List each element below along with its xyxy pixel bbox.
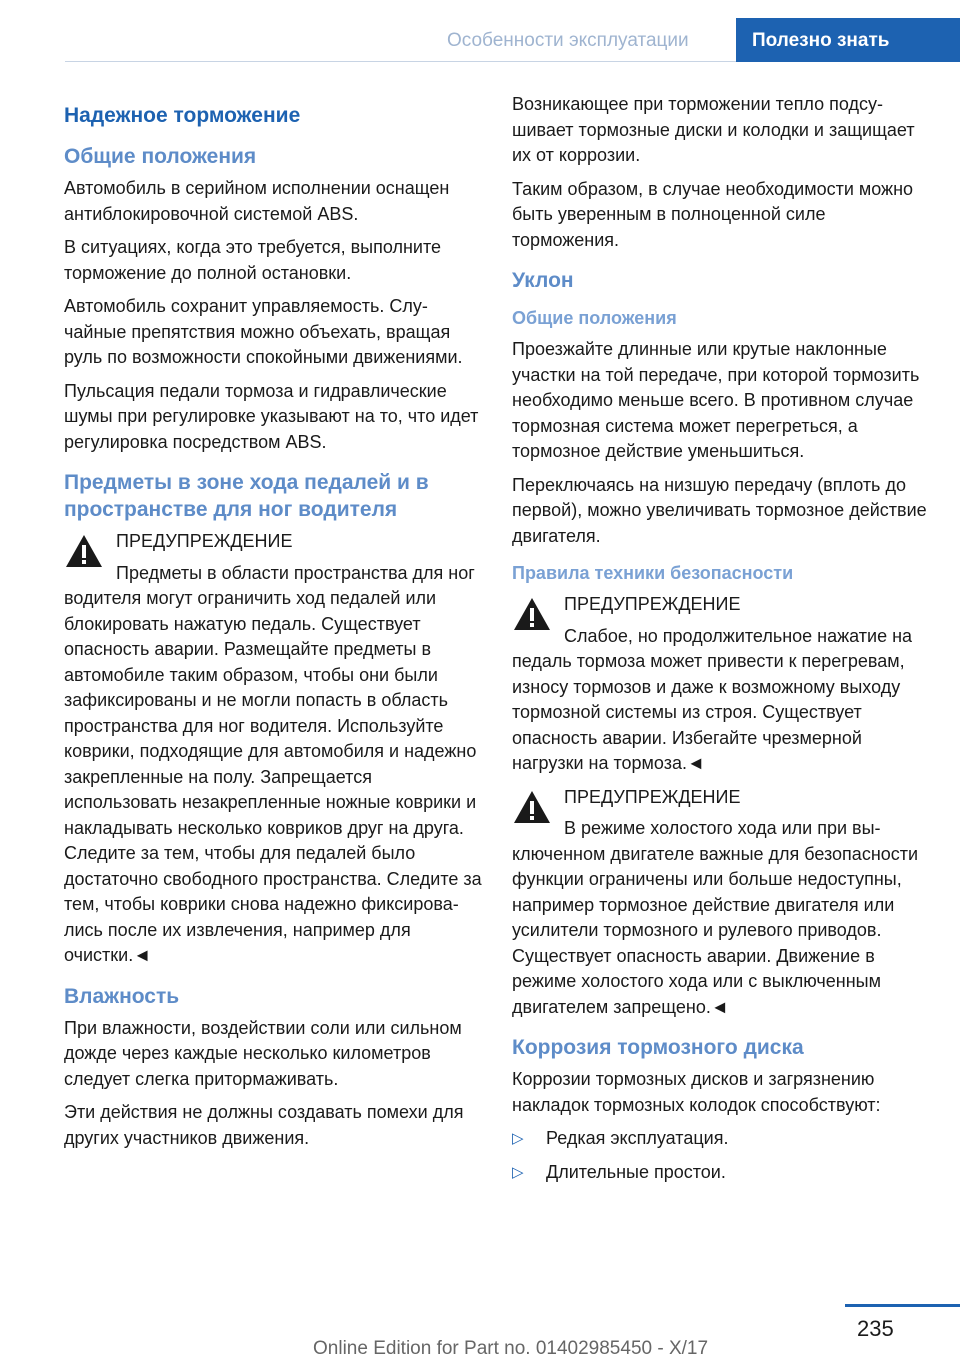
paragraph: Возникающее при торможении тепло подсушивает тормозные диски и колодки и защищает их от коррозии. [512, 94, 915, 165]
list-item-text: Редкая эксплуатация. [546, 1128, 729, 1148]
section-heading-pedal-area: Предметы в зоне хода педалей и в пространстве для ног водителя [64, 471, 429, 521]
list-item [512, 1160, 932, 1186]
section-heading-humidity: Влажность [64, 984, 180, 1008]
page-number: 235 [857, 1316, 894, 1341]
list-item [512, 1126, 932, 1152]
list-item-text: Длительные простои. [546, 1161, 726, 1182]
section-heading-slope: Уклон [512, 269, 574, 292]
warning-title: ПРЕДУПРЕЖДЕНИЕ [564, 594, 741, 614]
active-section-tab[interactable]: Полезно знать [736, 18, 960, 62]
section-heading-general: Общие положения [64, 145, 257, 168]
warning-title: ПРЕДУПРЕЖДЕНИЕ [564, 786, 741, 807]
paragraph: При влажности, воздействии соли или сильном дожде через каждые несколько километров следует слегка притормаживать. [64, 1017, 462, 1089]
paragraph: Переключаясь на низшую передачу (вплоть до первой), можно увеличивать тормозное действие двигателя. [512, 474, 927, 546]
footer-divider [845, 1304, 960, 1307]
warning-triangle-icon [512, 596, 552, 632]
right-column [512, 92, 932, 1193]
warning-title: ПРЕДУПРЕЖДЕНИЕ [116, 531, 293, 551]
subheading-general: Общие положения [512, 308, 677, 328]
warning-text: Слабое, но продолжительное нажатие на педаль тормоза может привести к перегревам, износу тормозов и даже к возможному выходу тормозной системы из строя. Существует опасность аварии. Избегайте чрезмерной нагрузки на тормоза.◄ [512, 625, 913, 773]
paragraph: Пульсация педали тормоза и гидравлические шумы при регулировке указывают на то, что идет регулировка посредством ABS. [64, 380, 479, 452]
warning-triangle-icon [64, 533, 104, 569]
subheading-safety: Правила техники безопасности [512, 563, 794, 583]
warning-triangle-icon [512, 789, 552, 825]
warning-block [512, 785, 932, 1021]
paragraph: Эти действия не должны создавать помехи для других участников движения. [64, 1102, 464, 1148]
page-title: Надежное торможение [64, 104, 301, 127]
edition-note: Online Edition for Part no. 01402985450 - X/17 [313, 1338, 709, 1359]
paragraph: Автомобиль в серийном исполнении оснащен антиблокировочной системой ABS. [64, 178, 450, 224]
triangle-bullet-icon: ▷ [512, 1163, 524, 1181]
warning-block [64, 529, 484, 969]
paragraph: Проезжайте длинные или крутые наклонные участки на той передаче, при которой тормозить необходимо меньше всего. В противном случае тормозная система может перегреться, а тормозное действие уменьшиться. [512, 339, 920, 461]
breadcrumb[interactable]: Особенности эксплуатации [447, 30, 689, 51]
warning-block [512, 592, 932, 777]
warning-text: В режиме холостого хода или при выключенном двигателе важные для безопасности функции ограничены или больше недоступны, например тормозное действие двигателя или усилители тормозного и рулевого приводов. Существует опасность аварии. Движение в режиме холостого хода или с выключенным двигателем запрещено.◄ [512, 818, 919, 1017]
page-header [0, 18, 960, 62]
paragraph: В ситуациях, когда это требуется, выполните торможение до полной остановки. [64, 237, 442, 283]
left-column [64, 92, 484, 1159]
section-heading-disc-corrosion: Коррозия тормозного диска [512, 1036, 804, 1059]
triangle-bullet-icon: ▷ [512, 1130, 524, 1147]
paragraph: Коррозии тормозных дисков и загрязнению накладок тормозных колодок способствуют: [512, 1069, 881, 1115]
warning-text: Предметы в области пространства для ног водителя могут ограничить ход педалей или блокировать нажатую педаль. Существует опасность аварии. Размещайте предметы в автомобиле таким образом, чтобы они были зафиксированы и не могли попасть в область пространства для ног водителя. Используйте коврики, подходящие для автомобиля и надежно закрепленные на полу. Запрещается использовать незакрепленные ножные коврики и накладывать несколько ковриков друг на друга. Следите за тем, чтобы для педалей было достаточно свободного пространства. Следите за тем, чтобы коврики снова надежно фиксировались после их извлечения, например для очистки.◄ [64, 562, 482, 965]
bullet-list [512, 1126, 932, 1185]
paragraph: Таким образом, в случае необходимости можно быть уверенным в полноценной силе торможения. [512, 178, 914, 250]
paragraph: Автомобиль сохранит управляемость. Случайные препятствия можно объехать, вращая руль по возможности спокойными движениями. [64, 296, 463, 367]
